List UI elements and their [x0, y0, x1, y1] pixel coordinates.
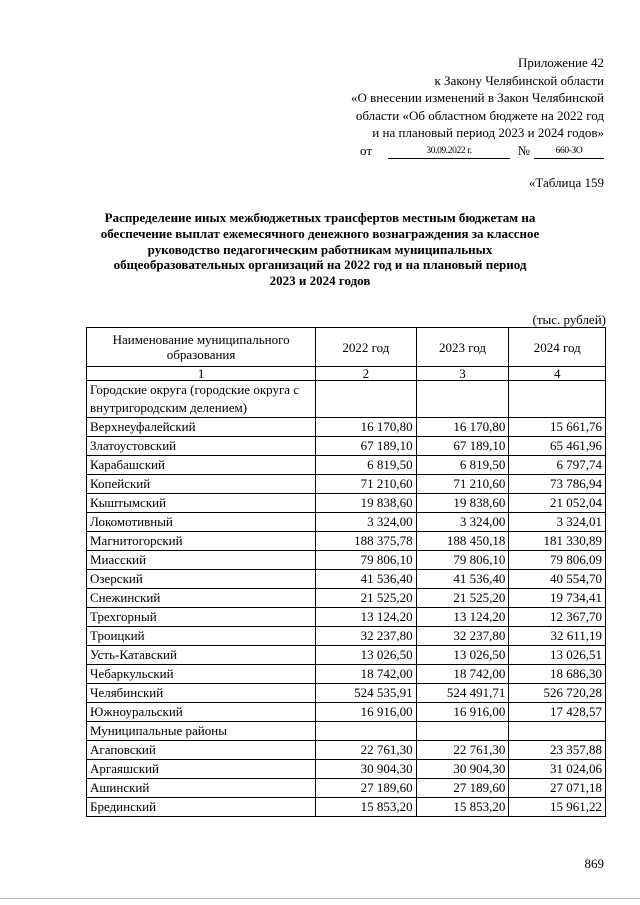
value-2024: 79 806,09	[509, 551, 606, 570]
value-2022: 16 916,00	[316, 703, 416, 722]
empty-cell	[316, 722, 416, 741]
value-2022: 41 536,40	[316, 570, 416, 589]
value-2022: 22 761,30	[316, 741, 416, 760]
table-header-row	[87, 328, 606, 367]
value-2023: 15 853,20	[416, 798, 509, 817]
header-line: области «Об областном бюджете на 2022 год	[355, 107, 604, 123]
table-row	[87, 418, 606, 437]
municipality-name: Аргаяшский	[87, 760, 316, 779]
municipality-name: Миасский	[87, 551, 316, 570]
value-2024: 13 026,51	[509, 646, 606, 665]
table-row	[87, 456, 606, 475]
value-2023: 16 170,80	[416, 418, 509, 437]
value-2023: 13 124,20	[416, 608, 509, 627]
header-line: «О внесении изменений в Закон Челябинской	[350, 90, 604, 105]
value-2024: 19 734,41	[509, 589, 606, 608]
municipality-name: Магнитогорский	[87, 532, 316, 551]
value-2024: 17 428,57	[509, 703, 606, 722]
value-2023: 524 491,71	[416, 684, 509, 703]
value-2023: 22 761,30	[416, 741, 509, 760]
value-2023: 18 742,00	[416, 665, 509, 684]
municipality-name: Южноуральский	[87, 703, 316, 722]
value-2024: 3 324,01	[509, 513, 606, 532]
section-title: Городские округа (городские округа с внутригородским делением)	[87, 381, 316, 418]
municipality-name: Усть-Катавский	[87, 646, 316, 665]
municipality-name: Копейский	[87, 475, 316, 494]
value-2022: 67 189,10	[316, 437, 416, 456]
value-2023: 21 525,20	[416, 589, 509, 608]
value-2022: 71 210,60	[316, 475, 416, 494]
table-row	[87, 798, 606, 817]
column-header-2023: 2023 год	[416, 328, 509, 367]
table-row	[87, 589, 606, 608]
column-number: 3	[416, 367, 509, 381]
value-2024: 6 797,74	[509, 456, 606, 475]
value-2023: 30 904,30	[416, 760, 509, 779]
table-label: «Таблица 159	[528, 175, 604, 190]
table-row	[87, 684, 606, 703]
value-2024: 23 357,88	[509, 741, 606, 760]
value-2024: 32 611,19	[509, 627, 606, 646]
table-row	[87, 551, 606, 570]
section-row	[87, 722, 606, 741]
table-row	[87, 741, 606, 760]
value-2023: 188 450,18	[416, 532, 509, 551]
value-2022: 32 237,80	[316, 627, 416, 646]
value-2023: 67 189,10	[416, 437, 509, 456]
municipality-name: Локомотивный	[87, 513, 316, 532]
value-2022: 6 819,50	[316, 456, 416, 475]
municipality-name: Карабашский	[87, 456, 316, 475]
value-2024: 65 461,96	[509, 437, 606, 456]
value-2024: 181 330,89	[509, 532, 606, 551]
value-2023: 32 237,80	[416, 627, 509, 646]
value-2022: 188 375,78	[316, 532, 416, 551]
municipality-name: Снежинский	[87, 589, 316, 608]
municipality-name: Озерский	[87, 570, 316, 589]
table-row	[87, 608, 606, 627]
value-2022: 30 904,30	[316, 760, 416, 779]
value-2022: 19 838,60	[316, 494, 416, 513]
distribution-table	[86, 327, 606, 817]
value-2024: 21 052,04	[509, 494, 606, 513]
value-2023: 27 189,60	[416, 779, 509, 798]
value-2023: 19 838,60	[416, 494, 509, 513]
column-header-name: Наименование муниципального образования	[87, 328, 316, 367]
municipality-name: Трехгорный	[87, 608, 316, 627]
table-row	[87, 475, 606, 494]
law-date: 30.09.2022 г.	[388, 142, 510, 159]
table-row	[87, 437, 606, 456]
table-row	[87, 494, 606, 513]
value-2022: 13 124,20	[316, 608, 416, 627]
column-number: 1	[87, 367, 316, 381]
municipality-name: Брединский	[87, 798, 316, 817]
empty-cell	[316, 381, 416, 418]
value-2022: 16 170,80	[316, 418, 416, 437]
header-line: к Закону Челябинской области	[434, 72, 604, 88]
municipality-name: Челябинский	[87, 684, 316, 703]
value-2024: 12 367,70	[509, 608, 606, 627]
value-2022: 15 853,20	[316, 798, 416, 817]
empty-cell	[509, 381, 606, 418]
empty-cell	[509, 722, 606, 741]
column-header-2024: 2024 год	[509, 328, 606, 367]
municipality-name: Кыштымский	[87, 494, 316, 513]
value-2024: 18 686,30	[509, 665, 606, 684]
value-2022: 524 535,91	[316, 684, 416, 703]
units-label: (тыс. рублей)	[532, 312, 606, 327]
value-2024: 15 661,76	[509, 418, 606, 437]
value-2023: 13 026,50	[416, 646, 509, 665]
column-header-2022: 2022 год	[316, 328, 416, 367]
empty-cell	[416, 381, 509, 418]
table-row	[87, 760, 606, 779]
ot-label: от	[359, 142, 372, 158]
value-2024: 31 024,06	[509, 760, 606, 779]
municipality-name: Агаповский	[87, 741, 316, 760]
value-2024: 27 071,18	[509, 779, 606, 798]
value-2023: 71 210,60	[416, 475, 509, 494]
table-row	[87, 703, 606, 722]
column-number-row	[87, 367, 606, 381]
value-2023: 41 536,40	[416, 570, 509, 589]
table-row	[87, 627, 606, 646]
municipality-name: Ашинский	[87, 779, 316, 798]
value-2024: 526 720,28	[509, 684, 606, 703]
law-number: 660-ЗО	[534, 142, 604, 159]
value-2023: 6 819,50	[416, 456, 509, 475]
value-2022: 13 026,50	[316, 646, 416, 665]
value-2024: 73 786,94	[509, 475, 606, 494]
municipality-name: Верхнеуфалейский	[87, 418, 316, 437]
table-row	[87, 646, 606, 665]
column-number: 4	[509, 367, 606, 381]
page-number: 869	[584, 856, 604, 871]
municipality-name: Златоустовский	[87, 437, 316, 456]
number-sign: №	[517, 142, 530, 158]
table-row	[87, 570, 606, 589]
law-reference-line	[304, 142, 604, 160]
value-2022: 3 324,00	[316, 513, 416, 532]
table-row	[87, 779, 606, 798]
value-2022: 18 742,00	[316, 665, 416, 684]
table-row	[87, 513, 606, 532]
value-2022: 79 806,10	[316, 551, 416, 570]
municipality-name: Чебаркульский	[87, 665, 316, 684]
footer-divider	[0, 898, 640, 899]
column-number: 2	[316, 367, 416, 381]
value-2022: 27 189,60	[316, 779, 416, 798]
header-line: и на плановый период 2023 и 2024 годов»	[372, 125, 604, 140]
value-2022: 21 525,20	[316, 589, 416, 608]
table-row	[87, 665, 606, 684]
value-2024: 40 554,70	[509, 570, 606, 589]
appendix-header	[304, 54, 604, 160]
table-body	[87, 381, 606, 817]
section-title: Муниципальные районы	[87, 722, 316, 741]
section-row	[87, 381, 606, 418]
value-2024: 15 961,22	[509, 798, 606, 817]
header-line: Приложение 42	[517, 55, 604, 70]
document-title: Распределение иных межбюджетных трансфертов местным бюджетам на обеспечение выплат ежемесячного денежного вознаграждения за классное руководство педагогическим работникам муниципальных общеобразовательных организаций на 2022 год и на плановый период 2023 и 2024 годов	[100, 210, 540, 289]
municipality-name: Троицкий	[87, 627, 316, 646]
empty-cell	[416, 722, 509, 741]
value-2023: 16 916,00	[416, 703, 509, 722]
value-2023: 3 324,00	[416, 513, 509, 532]
value-2023: 79 806,10	[416, 551, 509, 570]
table-row	[87, 532, 606, 551]
